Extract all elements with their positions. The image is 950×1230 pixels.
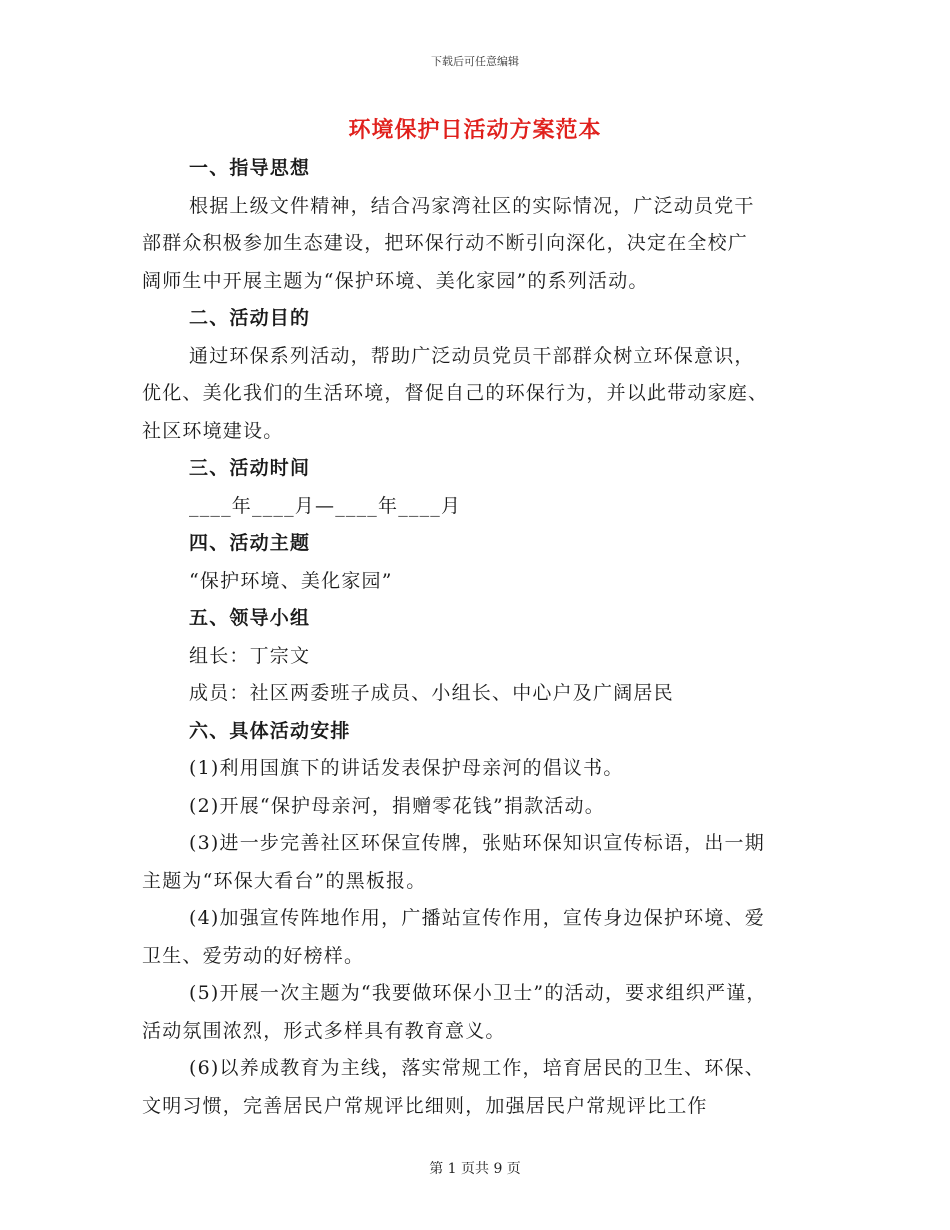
paragraph-line: 主题为“环保大看台”的黑板报。 (142, 869, 427, 892)
section-heading: 二、活动目的 (189, 307, 311, 329)
paragraph-line: 活动氛围浓烈，形式多样具有教育意义。 (142, 1019, 506, 1042)
section-heading: 四、活动主题 (189, 532, 311, 554)
paragraph-line: (3)进一步完善社区环保宣传牌，张贴环保知识宣传标语，出一期 (189, 832, 765, 854)
paragraph-line: (6)以养成教育为主线，落实常规工作，培育居民的卫生、环保、 (189, 1057, 765, 1079)
paragraph-line: “保护环境、美化家园” (189, 569, 393, 592)
section-heading: 六、具体活动安排 (189, 719, 351, 742)
paragraph-line: 成员：社区两委班子成员、小组长、中心户及广阔居民 (189, 682, 674, 704)
section-heading: 一、指导思想 (189, 157, 311, 179)
paragraph-line: ____年____月—____年____月 (189, 494, 462, 517)
paragraph-line: 组长：丁宗文 (189, 644, 311, 667)
paragraph-line: 文明习惯，完善居民户常规评比细则，加强居民户常规评比工作 (142, 1094, 708, 1117)
page-header-note: 下载后可任意编辑 (431, 55, 519, 68)
paragraph-line: (2)开展“保护母亲河，捐赠零花钱”捐款活动。 (189, 794, 605, 817)
paragraph-line: (5)开展一次主题为“我要做环保小卫士”的活动，要求组织严谨， (189, 982, 767, 1004)
paragraph-line: 通过环保系列活动，帮助广泛动员党员干部群众树立环保意识， (189, 344, 755, 367)
paragraph-line: 根据上级文件精神，结合冯家湾社区的实际情况，广泛动员党干 (189, 194, 755, 217)
section-heading: 五、领导小组 (189, 607, 311, 629)
paragraph-line: 社区环境建设。 (142, 419, 284, 442)
paragraph-line: 部群众积极参加生态建设，把环保行动不断引向深化，决定在全校广 (142, 232, 749, 254)
paragraph-line: 阔师生中开展主题为“保护环境、美化家园”的系列活动。 (142, 269, 649, 292)
paragraph-line: 卫生、爱劳动的好榜样。 (142, 944, 365, 967)
document-body (142, 150, 822, 1125)
page-number: 第 1 页共 9 页 (429, 1161, 521, 1177)
paragraph-line: (1)利用国旗下的讲话发表保护母亲河的倡议书。 (189, 757, 624, 779)
paragraph-line: (4)加强宣传阵地作用，广播站宣传作用，宣传身边保护环境、爱 (189, 907, 765, 929)
paragraph-line: 优化、美化我们的生活环境，督促自己的环保行为，并以此带动家庭、 (142, 382, 769, 404)
section-heading: 三、活动时间 (189, 457, 311, 479)
document-title: 环境保护日活动方案范本 (348, 117, 602, 143)
